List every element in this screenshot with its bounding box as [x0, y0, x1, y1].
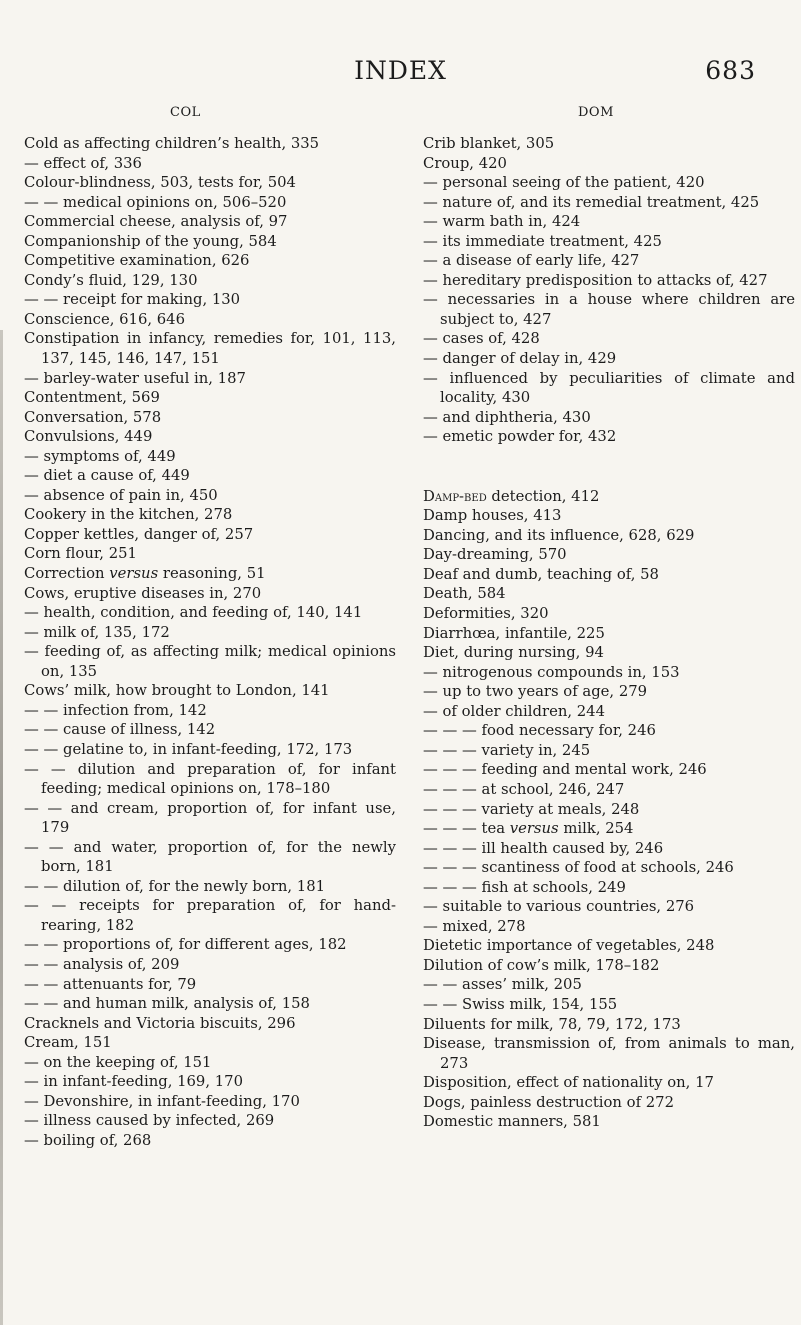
index-entry: — — cause of illness, 142 [24, 721, 216, 739]
index-entry: — illness caused by infected, 269 [24, 1112, 275, 1130]
index-entry: — boiling of, 268 [24, 1131, 152, 1149]
index-entry: — of older children, 244 [423, 702, 605, 720]
index-entry: — its immediate treatment, 425 [423, 232, 662, 250]
index-entry: Croup, 420 [423, 154, 507, 172]
index-entry: Colour-blindness, 503, tests for, 504 [24, 174, 296, 192]
index-entry: — — and human milk, analysis of, 158 [24, 995, 310, 1013]
index-entry: Diarrhœa, infantile, 225 [423, 624, 605, 642]
index-entry: — on the keeping of, 151 [24, 1053, 212, 1071]
index-entry: Corn flour, 251 [24, 545, 137, 563]
index-entry: Diluents for milk, 78, 79, 172, 173 [423, 1015, 681, 1033]
index-entry [423, 487, 795, 507]
index-entry: — — proportions of, for different ages, 182 [24, 936, 347, 954]
index-entry: Dietetic importance of vegetables, 248 [423, 937, 715, 955]
right-index-column [423, 134, 795, 1132]
index-entry: — cases of, 428 [423, 330, 540, 348]
page-header [0, 56, 801, 96]
index-entry: Dancing, and its influence, 628, 629 [423, 526, 695, 544]
index-entry: — in infant-feeding, 169, 170 [24, 1073, 243, 1091]
index-entry: — nature of, and its remedial treatment, 425 [423, 193, 760, 211]
index-entry: — — — at school, 246, 247 [423, 780, 625, 798]
index-entry: — danger of delay in, 429 [423, 350, 617, 368]
index-entry: — diet a cause of, 449 [24, 467, 190, 485]
index-entry: Domestic manners, 581 [423, 1113, 601, 1131]
index-entry: Dogs, painless destruction of 272 [423, 1093, 674, 1111]
index-entry: — mixed, 278 [423, 917, 526, 935]
d-entries [423, 506, 795, 1132]
index-entry: — nitrogenous compounds in, 153 [423, 663, 680, 681]
index-entry: — — — ill health caused by, 246 [423, 839, 664, 857]
index-entry: — milk of, 135, 172 [24, 623, 170, 641]
index-entry: — — Swiss milk, 154, 155 [423, 995, 618, 1013]
page-edge-shadow [0, 330, 3, 1325]
index-entry: — hereditary predisposition to attacks of, 427 [423, 271, 768, 289]
croup-entries [423, 134, 795, 447]
index-entry: — — — scantiness of food at schools, 246 [423, 859, 734, 877]
index-entry: Commercial cheese, analysis of, 97 [24, 213, 288, 231]
index-entry: Disposition, effect of nationality on, 17 [423, 1074, 714, 1092]
index-entry: — — and cream, proportion of, for infant use, 179 [24, 799, 396, 837]
right-column-heading: DOM [578, 105, 614, 120]
index-entry: Day-dreaming, 570 [423, 546, 567, 564]
index-entry: — — medical opinions on, 506–520 [24, 193, 287, 211]
damp-bed-rest: detection, 412 [486, 487, 600, 505]
index-entry: — feeding of, as affecting milk; medical opinions on, 135 [24, 643, 396, 680]
index-entry: — health, condition, and feeding of, 140, 141 [24, 604, 363, 622]
italic-versus: versus [109, 565, 159, 583]
index-entry: Competitive examination, 626 [24, 252, 250, 270]
index-entry: — barley-water useful in, 187 [24, 369, 246, 387]
index-entry: Damp houses, 413 [423, 507, 562, 525]
index-entry: — up to two years of age, 279 [423, 683, 648, 701]
index-entry: Convulsions, 449 [24, 428, 153, 446]
index-entry: Crib blanket, 305 [423, 135, 555, 152]
index-entry: — — infection from, 142 [24, 701, 207, 719]
damp-bed-smallcaps: Damp-bed [423, 487, 487, 505]
index-entry: — — — food necessary for, 246 [423, 722, 656, 740]
index-entry: Cookery in the kitchen, 278 [24, 506, 233, 524]
index-entry: Condy’s fluid, 129, 130 [24, 271, 198, 289]
index-entry: Companionship of the young, 584 [24, 232, 277, 250]
page-number: 683 [705, 56, 756, 85]
index-entry: — effect of, 336 [24, 154, 142, 172]
index-entry: — — attenuants for, 79 [24, 975, 197, 993]
index-entry: — warm bath in, 424 [423, 213, 581, 231]
index-entry: Dilution of cow’s milk, 178–182 [423, 956, 660, 974]
index-entry: Conscience, 616, 646 [24, 310, 186, 328]
index-entry: Deformities, 320 [423, 605, 549, 623]
index-entry: — necessaries in a house where children are subject to, 427 [423, 291, 795, 328]
italic-versus: versus [509, 820, 559, 838]
index-entry: — symptoms of, 449 [24, 447, 176, 465]
index-entry: — — dilution of, for the newly born, 181 [24, 877, 326, 895]
index-entry: — emetic powder for, 432 [423, 428, 617, 446]
index-entry: — suitable to various countries, 276 [423, 898, 695, 916]
index-entry: — — — feeding and mental work, 246 [423, 761, 707, 779]
index-entry: — — — variety in, 245 [423, 741, 591, 759]
index-entry: Deaf and dumb, teaching of, 58 [423, 565, 659, 583]
index-entry: Cream, 151 [24, 1034, 112, 1052]
index-entry: — — asses’ milk, 205 [423, 976, 582, 994]
index-entry: — personal seeing of the patient, 420 [423, 174, 705, 192]
index-entry: — and diphtheria, 430 [423, 408, 591, 426]
index-entry: Cracknels and Victoria biscuits, 296 [24, 1014, 296, 1032]
index-entry: — — receipt for making, 130 [24, 291, 241, 309]
section-gap [423, 447, 795, 487]
index-entry: — — — fish at schools, 249 [423, 878, 626, 896]
index-entry: — — — variety at meals, 248 [423, 800, 640, 818]
index-entry: Copper kettles, danger of, 257 [24, 525, 254, 543]
index-entry: Constipation in infancy, remedies for, 101, 113, 137, 145, 146, 147, 151 [24, 330, 396, 368]
index-entry: — influenced by peculiarities of climate and locality, 430 [423, 369, 795, 407]
index-entry: Cows, eruptive diseases in, 270 [24, 584, 262, 602]
index-entry: — — analysis of, 209 [24, 955, 180, 973]
index-entry: — — and water, proportion of, for the newly born, 181 [24, 838, 396, 876]
index-entry: Diet, during nursing, 94 [423, 644, 604, 662]
page-title: INDEX [354, 56, 447, 85]
index-entry: Disease, transmission of, from animals to man, 273 [423, 1035, 795, 1072]
index-entry: Cows’ milk, how brought to London, 141 [24, 682, 330, 700]
index-entry: — Devonshire, in infant-feeding, 170 [24, 1092, 300, 1110]
index-entry: — — receipts for preparation of, for hand-rearing, 182 [24, 897, 396, 934]
index-entry: — a disease of early life, 427 [423, 252, 640, 270]
index-entry: — absence of pain in, 450 [24, 486, 218, 504]
index-entry: — — dilution and preparation of, for infant feeding; medical opinions on, 178–180 [24, 760, 396, 798]
index-entry: Correction versus reasoning, 51 [24, 565, 266, 583]
index-entry: Death, 584 [423, 585, 506, 603]
index-entry: — — gelatine to, in infant-feeding, 172, 173 [24, 740, 353, 758]
index-entry: Contentment, 569 [24, 389, 160, 407]
index-entry: Cold as affecting children’s health, 335 [24, 135, 320, 152]
left-column-heading: COL [170, 105, 201, 120]
left-index-column [24, 134, 396, 1150]
index-entry: — — — tea versus milk, 254 [423, 820, 634, 838]
index-entry: Conversation, 578 [24, 408, 162, 426]
